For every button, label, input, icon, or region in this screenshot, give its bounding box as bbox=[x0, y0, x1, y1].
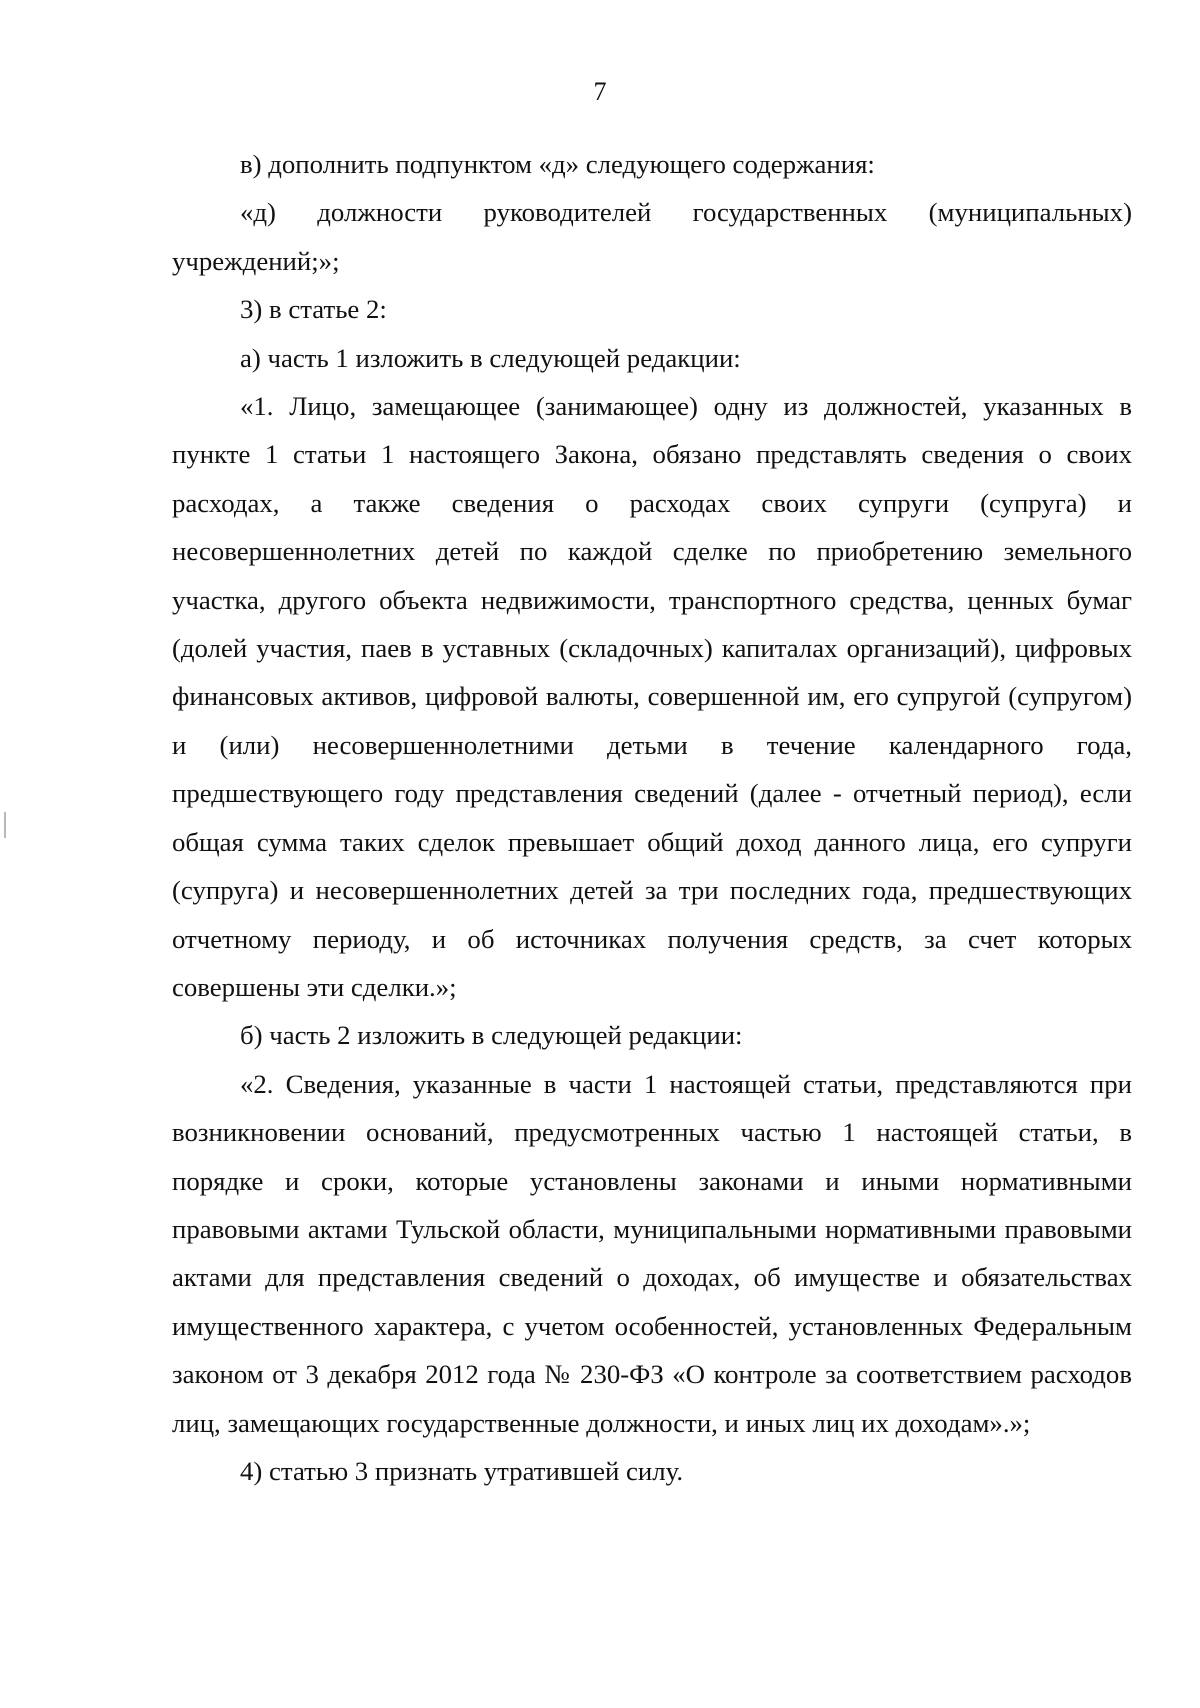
paragraph-part-1-intro: а) часть 1 изложить в следующей редакции: bbox=[240, 342, 741, 373]
document-body bbox=[172, 140, 1132, 1495]
page-number: 7 bbox=[593, 77, 607, 106]
paragraph-item-4: 4) статью 3 признать утратившей силу. bbox=[240, 1455, 684, 1486]
paragraph-subitem-d-intro: в) дополнить подпунктом «д» следующего содержания: bbox=[240, 149, 875, 179]
paragraph-part-2-intro: б) часть 2 изложить в следующей редакции: bbox=[240, 1020, 743, 1051]
paragraph-subitem-d-text: «д) должности руководителей государственных (муниципальных) учреждений;»; bbox=[172, 197, 1132, 276]
paragraph-part-2-text: «2. Сведения, указанные в части 1 настоящей статьи, представляются при возникновении оснований, предусмотренных частью 1 настоящей статьи, в порядке и сроки, которые установлены законами и иными нормативными правовыми актами Тульской области, муниципальными нормативными правовыми актами для представления сведений о доходах, об имуществе и обязательствах имущественного характера, с учетом особенностей, установленных Федеральным законом от 3 декабря 2012 года № 230-ФЗ «О контроле за соответствием расходов лиц, замещающих государственные должности, и иных лиц их доходам».»; bbox=[172, 1068, 1132, 1438]
paragraph-item-3: 3) в статье 2: bbox=[240, 294, 387, 325]
paragraph-part-1-text: «1. Лицо, замещающее (занимающее) одну из должностей, указанных в пункте 1 статьи 1 настоящего Закона, обязано представлять сведения о своих расходах, а также сведения о расходах своих супруги (супруга) и несовершеннолетних детей по каждой сделке по приобретению земельного участка, другого объекта недвижимости, транспортного средства, ценных бумаг (долей участия, паев в уставных (складочных) капиталах организаций), цифровых финансовых активов, цифровой валюты, совершенной им, его супругой (супругом) и (или) несовершеннолетними детьми в течение календарного года, предшествующего году представления сведений (далее - отчетный период), если общая сумма таких сделок превышает общий доход данного лица, его супруги (супруга) и несовершеннолетних детей за три последних года, предшествующих отчетному периоду, и об источниках получения средств, за счет которых совершены эти сделки.»; bbox=[172, 391, 1132, 1002]
scan-edge-mark bbox=[4, 812, 6, 838]
